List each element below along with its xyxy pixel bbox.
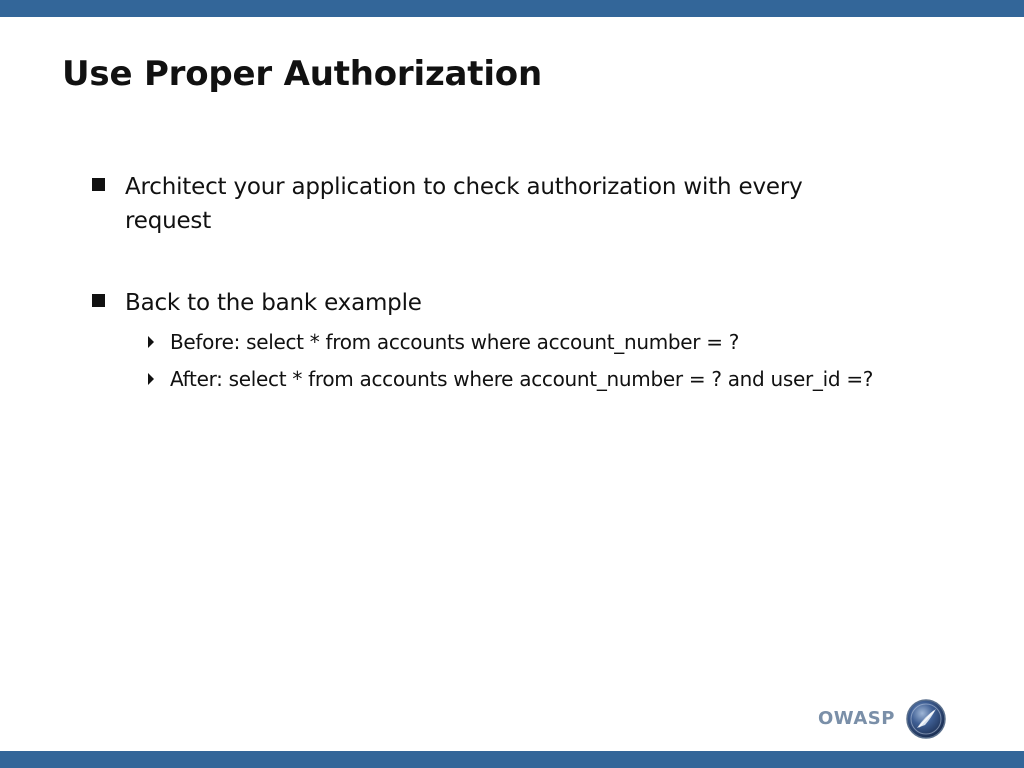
bullet-text: Back to the bank example bbox=[125, 290, 422, 316]
bottom-band bbox=[0, 751, 1024, 768]
top-band bbox=[0, 0, 1024, 17]
sub-bullet-text: After: select * from accounts where account_number = ? and user_id =? bbox=[170, 367, 874, 391]
owasp-globe-icon bbox=[905, 698, 947, 740]
triangle-bullet-icon bbox=[148, 336, 154, 348]
owasp-wordmark: OWASP bbox=[818, 708, 895, 729]
sub-bullet-text: Before: select * from accounts where account_number = ? bbox=[170, 330, 740, 354]
square-bullet-icon bbox=[92, 178, 105, 191]
bullet-text: Architect your application to check authorization with every request bbox=[125, 174, 803, 234]
triangle-bullet-icon bbox=[148, 373, 154, 385]
slide-title: Use Proper Authorization bbox=[62, 54, 542, 94]
square-bullet-icon bbox=[92, 294, 105, 307]
